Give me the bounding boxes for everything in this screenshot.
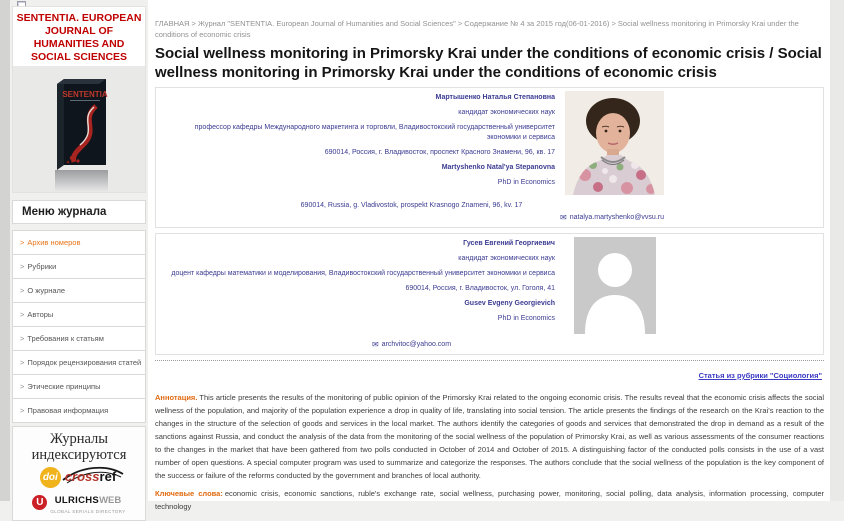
rubric-link[interactable]: Статья из рубрики "Социология": [698, 371, 822, 380]
keywords-text: economic crisis, economic sanctions, ruble's exchange rate, social wellness, purchasing power, monitoring, social polling, data analysis, information processing, computer technology: [155, 489, 824, 511]
book-title-text: SENTENTIA: [62, 90, 108, 99]
doi-logo-label: doi: [42, 471, 58, 483]
sidebar-item-about-journal[interactable]: [13, 279, 145, 303]
ulrichsweb-logo[interactable]: [15, 490, 143, 514]
ulrichsweb-suffix: WEB: [99, 495, 122, 506]
ulrichsweb-tagline: GLOBAL SERIALS DIRECTORY: [50, 509, 126, 514]
chevron-icon: >: [20, 310, 25, 319]
page-right-strip: [830, 0, 844, 501]
sidebar-item-label: Авторы: [27, 310, 54, 319]
journal-title: SENTENTIA. EUROPEAN JOURNAL OF HUMANITIES AND SOCIAL SCIENCES: [12, 6, 146, 66]
author-address-ru: 690014, Россия, г. Владивосток, ул. Гоголя, 41: [405, 285, 555, 292]
author-address-en: 690014, Russia, g. Vladivostok, prospekt Krasnogo Znameni, 96, kv. 17: [300, 202, 523, 209]
indexing-title: Журналы индексируются: [31, 431, 127, 463]
sidebar-item-review-procedure[interactable]: [13, 351, 145, 375]
author-photo: [565, 237, 664, 334]
author-name-ru: Гусев Евгений Георгиевич: [463, 240, 555, 247]
ulrichsweb-name: ULRICHS: [54, 495, 100, 506]
page-left-strip: [0, 0, 10, 501]
annotation-label: Аннотация.: [155, 393, 198, 402]
author-address-ru: 690014, Россия, г. Владивосток, проспект Красного Знамени, 96, кв. 17: [324, 149, 555, 156]
annotation-text: This article presents the results of the monitoring of public opinion of the Primorsky Krai related to the ongoing economic crisis. The results reveal that the economic crisis affects the social wellness of the population, and majority of the population experience a drop in quality of life, translating into social tension. The article presents the findings of the research on the Krai's reaction to the changes in the structure of the selection of goods and services in the local market. The authors identify the categories of goods and services that demonstrated the drop in demand as a result of the sanctions against Russia, and conduct the analysis of the data from the monitoring of the social wellness of the population of Primorsky Krai, as well as various assessments of the consumer reactions to the changes in the market that have been gathered from two polls conducted in October of 2014 and October of 2015. A distinguishing factor of the conducted polls consists in the use of a vast number of open questions. A special computer program was used to summarize and categorize the responses. The authors conclude that the social wellness of the population is the key component of the success or failure of the reforms conducted by the government and branches of local authority.: [155, 393, 824, 480]
sidebar-item-authors[interactable]: [13, 303, 145, 327]
email-address: natalya.martyshenko@vvsu.ru: [569, 214, 664, 221]
chevron-icon: >: [20, 358, 25, 367]
dotted-divider: [155, 360, 824, 361]
chevron-icon: >: [20, 382, 25, 391]
sidebar-item-label: Требования к статьям: [27, 334, 104, 343]
journal-cover-image: [20, 66, 138, 192]
sidebar: [10, 0, 148, 514]
menu-header: Меню журнала: [12, 200, 146, 224]
author-name-ru: Мартышенко Наталья Степановна: [435, 94, 555, 101]
chevron-icon: >: [20, 262, 25, 271]
chevron-icon: >: [20, 286, 25, 295]
sidebar-item-label: Архив номеров: [27, 238, 81, 247]
author-card-2: [155, 233, 824, 355]
author-email[interactable]: [159, 213, 664, 223]
crossref-logo[interactable]: [63, 468, 118, 486]
email-icon: ✉: [371, 340, 379, 349]
author-card-1: [155, 87, 824, 228]
keywords-label: Ключевые слова:: [155, 489, 223, 498]
sidebar-item-ethics[interactable]: [13, 375, 145, 399]
ulrichsweb-initial: U: [36, 496, 44, 508]
sidebar-item-article-requirements[interactable]: [13, 327, 145, 351]
chevron-icon: >: [20, 406, 25, 415]
author-email[interactable]: [159, 340, 664, 350]
crossref-ref-label: ref: [99, 469, 117, 484]
sidebar-item-label: Порядок рецензирования статей: [27, 358, 142, 367]
author-degree-en: PhD in Economics: [497, 179, 555, 186]
author-affiliation-ru: доцент кафедры математики и моделирования, Владивостокский государственный университет экономики и сервиса: [171, 270, 555, 277]
email-address: archvitoc@yahoo.com: [381, 341, 452, 348]
author-name-en: Gusev Evgeny Georgievich: [464, 300, 555, 307]
breadcrumb[interactable]: ГЛАВНАЯ > Журнал "SENTENTIA. European Journal of Humanities and Social Sciences" > Содержание № 4 за 2015 год(06-01-2016) > Social wellness monitoring in Primorsky Krai under the conditions of economic crisis: [155, 19, 799, 39]
author-degree-en: PhD in Economics: [497, 315, 555, 322]
journal-cover-area: [12, 66, 146, 193]
woman-portrait-photo: [565, 91, 664, 195]
author-affiliation-ru: профессор кафедры Международного маркетинга и торговли, Владивостокский государственный университет экономики и сервиса: [194, 124, 555, 141]
sidebar-menu: [12, 230, 146, 423]
sidebar-item-rubrics[interactable]: [13, 255, 145, 279]
sidebar-item-archive[interactable]: [13, 231, 145, 255]
annotation-paragraph: [155, 391, 824, 482]
sidebar-item-label: Рубрики: [27, 262, 57, 271]
placeholder-avatar: [574, 237, 656, 334]
chevron-icon: >: [20, 334, 25, 343]
author-degree-ru: кандидат экономических наук: [458, 109, 555, 116]
author-photo: [565, 91, 664, 195]
author-degree-ru: кандидат экономических наук: [458, 255, 555, 262]
keywords-paragraph: [155, 487, 824, 513]
page-title: Social wellness monitoring in Primorsky Krai under the conditions of economic crisis / Social wellness monitoring in Primorsky Krai under the conditions of economic crisis: [155, 45, 822, 81]
author-name-en: Martyshenko Natal'ya Stepanovna: [441, 164, 555, 171]
indexing-block: [12, 426, 146, 521]
email-icon: ✉: [560, 213, 567, 222]
chevron-icon: >: [20, 238, 25, 247]
sidebar-item-label: Этические принципы: [27, 382, 101, 391]
doi-logo[interactable]: [40, 467, 61, 488]
sidebar-item-label: Правовая информация: [27, 406, 109, 415]
sidebar-item-label: О журнале: [27, 286, 66, 295]
sidebar-item-legal-info[interactable]: [13, 399, 145, 423]
main-content: [148, 0, 830, 511]
ulrichsweb-u-icon: [32, 495, 47, 510]
crossref-cross-label: cross: [64, 469, 100, 484]
